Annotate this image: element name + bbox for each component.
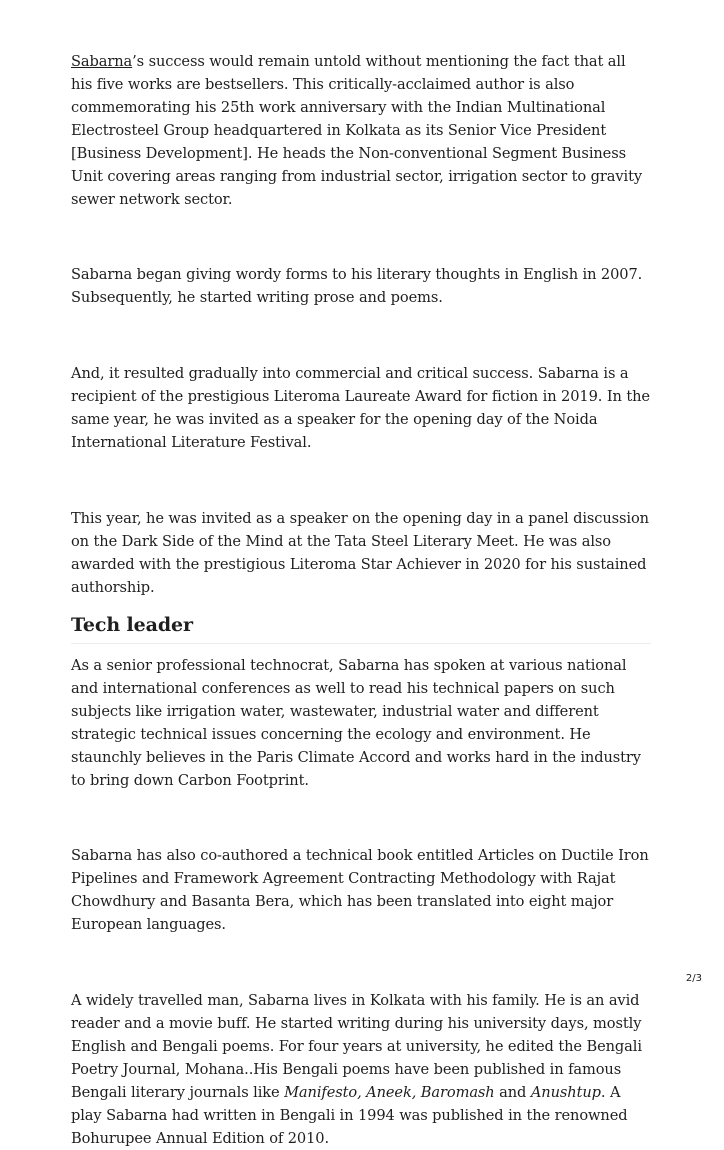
paragraph-intro (71, 50, 651, 211)
paragraph-speaker: This year, he was invited as a speaker on the opening day in a panel discussion on the Dark Side of the Mind at the Tata Steel Literary Meet. He was also awarded with the prestigious Literoma Star Achiever in 2020 for his sustained authorship. (71, 510, 649, 596)
paragraph-intro-text: ’s success would remain untold without mentioning the fact that all his five works are bestsellers. This critically-acclaimed author is also commemorating his 25th work anniversary with the Indian Multinational Electrosteel Group headquartered in Kolkata as its Senior Vice President [Business Development]. He heads the Non-conventional Segment Business Unit covering areas ranging from industrial sector, irrigation sector to gravity sewer network sector. (71, 53, 642, 208)
paragraph-writing-start: Sabarna began giving wordy forms to his literary thoughts in English in 2007. Subsequently, he started writing prose and poems. (71, 266, 643, 306)
page-number: 2/3 (685, 973, 702, 984)
sabarna-link[interactable]: Sabarna (71, 53, 133, 70)
bio-text-1: A widely travelled man, Sabarna lives in Kolkata with his family. He is an avid reader and a movie buff. He started writing during his university days, mostly English and Bengali poems. For four years at university, he edited the Bengali Poetry Journal, Mohana..His Bengali poems have been published in famous Bengali literary journals like (71, 992, 642, 1101)
bio-text-2: and (494, 1084, 531, 1101)
paragraph-biography (71, 989, 651, 1150)
bio-text-3: . A play Sabarna had written in Bengali in 1994 was published in the renowned Bohurupee Annual Edition of 2010. (71, 1084, 628, 1147)
paragraph-technocrat: As a senior professional technocrat, Sabarna has spoken at various national and international conferences as well to read his technical papers on such subjects like irrigation water, wastewater, industrial water and different strategic technical issues concerning the ecology and environment. He staunchly believes in the Paris Climate Accord and works hard in the industry to bring down Carbon Footprint. (71, 657, 641, 789)
bio-journals-italic: Manifesto, Aneek, Baromash (284, 1084, 495, 1101)
article-body (71, 50, 651, 1150)
paragraph-technical-book: Sabarna has also co-authored a technical book entitled Articles on Ductile Iron Pipelines and Framework Agreement Contracting Methodology with Rajat Chowdhury and Basanta Bera, which has been translated into eight major European languages. (71, 847, 649, 933)
bio-anushtup-italic: Anushtup (530, 1084, 601, 1101)
section-heading-tech-leader: Tech leader (71, 613, 651, 644)
paragraph-awards: And, it resulted gradually into commercial and critical success. Sabarna is a recipient of the prestigious Literoma Laureate Award for fiction in 2019. In the same year, he was invited as a speaker for the opening day of the Noida International Literature Festival. (71, 365, 650, 451)
